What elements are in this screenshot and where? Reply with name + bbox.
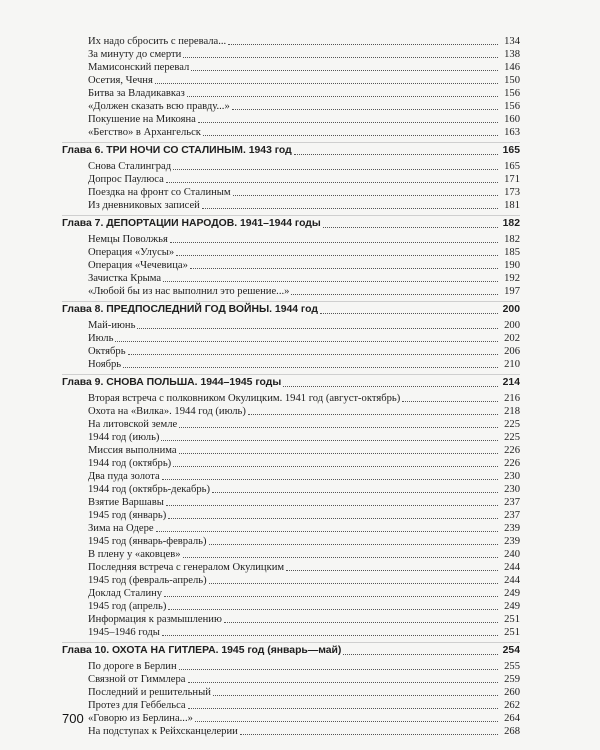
dot-leader	[156, 530, 498, 532]
entry-title: 1945 год (январь)	[88, 510, 167, 521]
entry-title: «Должен сказать всю правду...»	[88, 101, 230, 112]
entry-page-number: 251	[504, 614, 520, 625]
entry-page-number: 230	[504, 471, 520, 482]
toc-entry	[62, 418, 520, 431]
dot-leader	[195, 720, 498, 722]
toc-entry	[62, 392, 520, 405]
dot-leader	[166, 181, 498, 183]
dot-leader	[164, 595, 498, 597]
entry-page-number: 218	[504, 406, 520, 417]
toc-chapter-entry	[62, 142, 520, 158]
entry-title: Поездка на фронт со Сталиным	[88, 187, 231, 198]
entry-page-number: 165	[502, 145, 520, 156]
dot-leader	[166, 504, 498, 506]
toc-entry	[62, 483, 520, 496]
entry-title: «Говорю из Берлина...»	[88, 713, 193, 724]
entry-page-number: 260	[504, 687, 520, 698]
dot-leader	[283, 385, 498, 387]
toc-entry	[62, 246, 520, 259]
dot-leader	[179, 426, 498, 428]
dot-leader	[343, 653, 498, 655]
entry-title: Из дневниковых записей	[88, 200, 200, 211]
dot-leader	[190, 267, 498, 269]
dot-leader	[128, 353, 498, 355]
toc-chapter-entry	[62, 374, 520, 390]
entry-title: Взятие Варшавы	[88, 497, 164, 508]
dot-leader	[179, 452, 498, 454]
entry-title: 1945 год (февраль-апрель)	[88, 575, 207, 586]
dot-leader	[183, 556, 498, 558]
toc-entry	[62, 686, 520, 699]
dot-leader	[228, 43, 498, 45]
entry-page-number: 230	[504, 484, 520, 495]
dot-leader	[323, 226, 498, 228]
toc-chapter-entry	[62, 215, 520, 231]
entry-page-number: 249	[504, 588, 520, 599]
entry-page-number: 254	[502, 645, 520, 656]
entry-title: Их надо сбросить с перевала...	[88, 36, 227, 47]
entry-page-number: 216	[504, 393, 520, 404]
dot-leader	[198, 121, 498, 123]
entry-page-number: 200	[502, 304, 520, 315]
toc-entry	[62, 48, 520, 61]
entry-page-number: 206	[504, 346, 520, 357]
dot-leader	[173, 465, 498, 467]
entry-title: За минуту до смерти	[88, 49, 182, 60]
dot-leader	[232, 108, 498, 110]
entry-title: Связной от Гиммлера	[88, 674, 186, 685]
toc-entry	[62, 431, 520, 444]
entry-title: Два пуда золота	[88, 471, 160, 482]
chapter-title: Глава 8. ПРЕДПОСЛЕДНИЙ ГОД ВОЙНЫ. 1944 год	[62, 304, 318, 315]
entry-page-number: 146	[504, 62, 520, 73]
dot-leader	[168, 608, 498, 610]
entry-title: 1945 год (январь-февраль)	[88, 536, 207, 547]
entry-page-number: 210	[504, 359, 520, 370]
entry-title: На литовской земле	[88, 419, 178, 430]
entry-title: Допрос Паулюса	[88, 174, 164, 185]
entry-title: Зима на Одере	[88, 523, 154, 534]
entry-page-number: 244	[504, 562, 520, 573]
dot-leader	[183, 56, 498, 58]
dot-leader	[202, 207, 498, 209]
entry-page-number: 268	[504, 726, 520, 737]
entry-title: Зачистка Крыма	[88, 273, 162, 284]
entry-page-number: 249	[504, 601, 520, 612]
entry-title: 1945–1946 годы	[88, 627, 160, 638]
entry-page-number: 173	[504, 187, 520, 198]
toc-entry	[62, 405, 520, 418]
dot-leader	[248, 413, 498, 415]
page-number: 700	[62, 711, 84, 726]
toc-entry	[62, 673, 520, 686]
toc-entry	[62, 587, 520, 600]
dot-leader	[286, 569, 498, 571]
table-of-contents	[62, 35, 520, 738]
entry-title: Информация к размышлению	[88, 614, 222, 625]
entry-page-number: 214	[502, 377, 520, 388]
dot-leader	[402, 400, 498, 402]
entry-page-number: 226	[504, 445, 520, 456]
entry-title: Битва за Владикавказ	[88, 88, 185, 99]
entry-title: 1944 год (октябрь)	[88, 458, 172, 469]
toc-entry	[62, 199, 520, 212]
entry-page-number: 255	[504, 661, 520, 672]
dot-leader	[161, 439, 498, 441]
entry-title: Миссия выполнима	[88, 445, 177, 456]
toc-entry	[62, 660, 520, 673]
entry-page-number: 225	[504, 419, 520, 430]
dot-leader	[203, 134, 498, 136]
entry-title: Последний и решительный	[88, 687, 211, 698]
entry-title: «Бегство» в Архангельск	[88, 127, 201, 138]
entry-page-number: 226	[504, 458, 520, 469]
entry-page-number: 197	[504, 286, 520, 297]
entry-page-number: 181	[504, 200, 520, 211]
entry-title: Операция «Чечевица»	[88, 260, 188, 271]
toc-entry	[62, 319, 520, 332]
toc-entry	[62, 345, 520, 358]
entry-title: Доклад Сталину	[88, 588, 163, 599]
dot-leader	[176, 254, 498, 256]
entry-page-number: 171	[504, 174, 520, 185]
toc-entry	[62, 35, 520, 48]
dot-leader	[168, 517, 498, 519]
entry-page-number: 156	[504, 101, 520, 112]
toc-entry	[62, 470, 520, 483]
entry-title: «Любой бы из нас выполнил это решение...»	[88, 286, 290, 297]
dot-leader	[188, 681, 499, 683]
dot-leader	[123, 366, 498, 368]
toc-entry	[62, 113, 520, 126]
entry-page-number: 156	[504, 88, 520, 99]
toc-entry	[62, 272, 520, 285]
entry-title: 1944 год (октябрь-декабрь)	[88, 484, 211, 495]
entry-page-number: 160	[504, 114, 520, 125]
toc-entry	[62, 74, 520, 87]
entry-page-number: 134	[504, 36, 520, 47]
toc-entry	[62, 561, 520, 574]
dot-leader	[224, 621, 498, 623]
entry-title: Осетия, Чечня	[88, 75, 153, 86]
entry-page-number: 190	[504, 260, 520, 271]
dot-leader	[209, 543, 498, 545]
entry-title: Протез для Геббельса	[88, 700, 186, 711]
toc-entry	[62, 535, 520, 548]
toc-entry	[62, 285, 520, 298]
dot-leader	[240, 733, 498, 735]
entry-title: Ноябрь	[88, 359, 122, 370]
entry-title: По дороге в Берлин	[88, 661, 177, 672]
toc-entry	[62, 712, 520, 725]
dot-leader	[115, 340, 498, 342]
entry-page-number: 165	[504, 161, 520, 172]
toc-entry	[62, 457, 520, 470]
dot-leader	[294, 153, 498, 155]
toc-entry	[62, 574, 520, 587]
entry-title: Май-июнь	[88, 320, 136, 331]
entry-page-number: 240	[504, 549, 520, 560]
entry-page-number: 264	[504, 713, 520, 724]
dot-leader	[209, 582, 498, 584]
dot-leader	[233, 194, 498, 196]
entry-page-number: 138	[504, 49, 520, 60]
entry-title: Немцы Поволжья	[88, 234, 168, 245]
entry-page-number: 237	[504, 510, 520, 521]
dot-leader	[162, 634, 498, 636]
dot-leader	[213, 694, 498, 696]
toc-entry	[62, 126, 520, 139]
entry-title: Покушение на Микояна	[88, 114, 196, 125]
entry-page-number: 251	[504, 627, 520, 638]
toc-entry	[62, 173, 520, 186]
entry-title: Снова Сталинград	[88, 161, 172, 172]
entry-title: Операция «Улусы»	[88, 247, 175, 258]
entry-title: На подступах к Рейхсканцелерии	[88, 726, 238, 737]
toc-entry	[62, 61, 520, 74]
toc-entry	[62, 600, 520, 613]
toc-entry	[62, 496, 520, 509]
entry-page-number: 259	[504, 674, 520, 685]
chapter-title: Глава 9. СНОВА ПОЛЬША. 1944–1945 годы	[62, 377, 282, 388]
entry-page-number: 244	[504, 575, 520, 586]
toc-entry	[62, 186, 520, 199]
entry-title: Вторая встреча с полковником Окулицким. 1941 год (август-октябрь)	[88, 393, 401, 404]
toc-entry	[62, 233, 520, 246]
toc-entry	[62, 613, 520, 626]
toc-entry	[62, 332, 520, 345]
entry-page-number: 202	[504, 333, 520, 344]
toc-entry	[62, 358, 520, 371]
entry-page-number: 237	[504, 497, 520, 508]
chapter-title: Глава 7. ДЕПОРТАЦИИ НАРОДОВ. 1941–1944 годы	[62, 218, 321, 229]
toc-entry	[62, 548, 520, 561]
entry-title: 1944 год (июль)	[88, 432, 160, 443]
entry-page-number: 163	[504, 127, 520, 138]
dot-leader	[191, 69, 498, 71]
toc-entry	[62, 87, 520, 100]
entry-page-number: 182	[504, 234, 520, 245]
toc-chapter-entry	[62, 301, 520, 317]
toc-entry	[62, 259, 520, 272]
toc-entry	[62, 100, 520, 113]
entry-title: 1945 год (апрель)	[88, 601, 167, 612]
dot-leader	[212, 491, 498, 493]
dot-leader	[173, 168, 498, 170]
entry-title: Октябрь	[88, 346, 126, 357]
entry-page-number: 182	[502, 218, 520, 229]
toc-entry	[62, 522, 520, 535]
dot-leader	[291, 293, 498, 295]
toc-entry	[62, 444, 520, 457]
toc-entry	[62, 699, 520, 712]
toc-chapter-entry	[62, 642, 520, 658]
entry-page-number: 200	[504, 320, 520, 331]
dot-leader	[320, 312, 498, 314]
chapter-title: Глава 10. ОХОТА НА ГИТЛЕРА. 1945 год (январь—май)	[62, 645, 342, 656]
entry-title: Охота на «Вилка». 1944 год (июль)	[88, 406, 246, 417]
entry-title: Мамисонский перевал	[88, 62, 190, 73]
entry-title: Июль	[88, 333, 114, 344]
entry-page-number: 239	[504, 523, 520, 534]
toc-entry	[62, 626, 520, 639]
entry-page-number: 192	[504, 273, 520, 284]
entry-page-number: 150	[504, 75, 520, 86]
toc-entry	[62, 725, 520, 738]
dot-leader	[170, 241, 498, 243]
toc-entry	[62, 509, 520, 522]
chapter-title: Глава 6. ТРИ НОЧИ СО СТАЛИНЫМ. 1943 год	[62, 145, 292, 156]
entry-title: В плену у «аковцев»	[88, 549, 181, 560]
dot-leader	[179, 668, 498, 670]
toc-entry	[62, 160, 520, 173]
entry-page-number: 225	[504, 432, 520, 443]
dot-leader	[188, 707, 498, 709]
entry-page-number: 239	[504, 536, 520, 547]
entry-title: Последняя встреча с генералом Окулицким	[88, 562, 285, 573]
dot-leader	[163, 280, 498, 282]
dot-leader	[162, 478, 498, 480]
entry-page-number: 262	[504, 700, 520, 711]
dot-leader	[137, 327, 498, 329]
dot-leader	[187, 95, 498, 97]
entry-page-number: 185	[504, 247, 520, 258]
dot-leader	[155, 82, 498, 84]
